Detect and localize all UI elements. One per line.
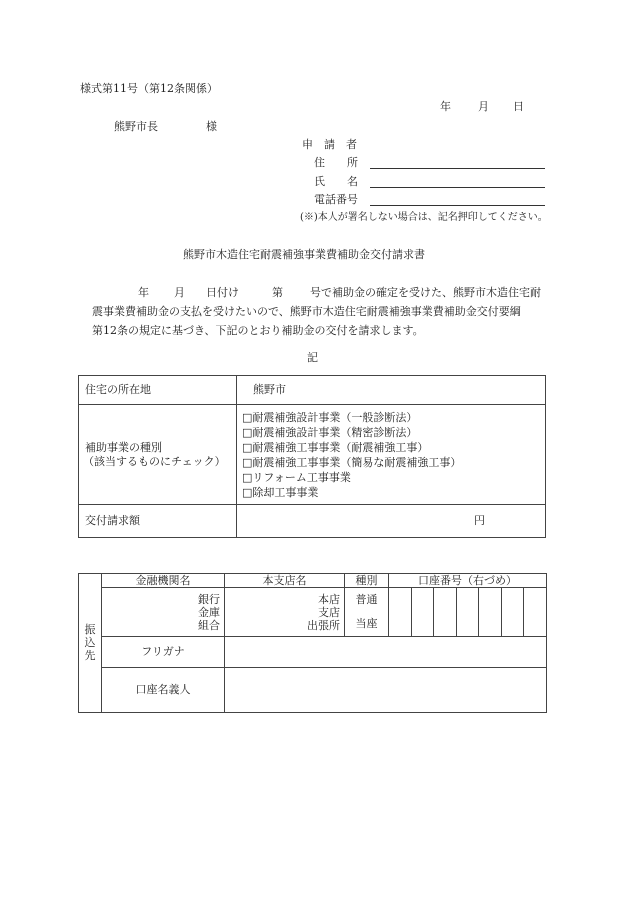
account-digit-box[interactable] [501,588,524,636]
account-type: 普通 [355,593,378,606]
account-type-cell[interactable] [345,588,389,637]
date-month-label: 月 [478,100,489,113]
request-table [78,375,546,538]
transfer-char: 込 [84,636,96,649]
option-checkbox[interactable]: □耐震補強設計事業（一般診断法） [242,410,418,424]
applicant-name-line[interactable] [370,187,545,188]
body-year: 年 [138,286,149,299]
location-label: 住宅の所在地 [79,376,237,405]
applicant-phone-label: 電話番号 [314,193,358,206]
account-digit-box[interactable] [523,588,546,636]
project-type-hint: （該当するものにチェック） [83,454,226,468]
body-line2: 震事業費補助金の支払を受けたいので、熊野市木造住宅耐震補強事業費補助金交付要綱 [92,305,521,318]
transfer-char: 先 [84,649,96,662]
addressee-honorific: 様 [206,120,217,133]
branch-type: 支店 [318,605,340,619]
transfer-side-label [79,574,102,713]
institution-type: 銀行 [198,592,220,606]
account-digit-box[interactable] [456,588,479,636]
account-digit-box[interactable] [411,588,434,636]
applicant-address-line[interactable] [370,168,545,169]
project-type-options [237,405,546,505]
institution-header: 金融機関名 [102,574,225,588]
option-checkbox[interactable]: □耐震補強工事事業（耐震補強工事） [242,440,429,454]
location-value-cell[interactable] [237,376,546,405]
ki-heading: 記 [307,351,318,364]
account-type: 当座 [355,617,378,630]
amount-cell[interactable] [237,505,546,538]
furigana-label: フリガナ [102,637,225,668]
amount-label: 交付請求額 [79,505,237,538]
applicant-phone-line[interactable] [370,205,545,206]
option-checkbox[interactable]: □耐震補強設計事業（精密診断法） [242,425,418,439]
body-month: 月 [174,286,185,299]
branch-type: 出張所 [307,618,340,632]
body-day: 日付け [206,286,239,299]
option-checkbox[interactable]: □除却工事事業 [242,485,319,499]
branch-type: 本店 [318,592,340,606]
account-number-cells[interactable] [389,588,547,637]
applicant-name-label: 氏 名 [314,175,358,188]
body-no: 第 [272,286,283,299]
branch-header: 本支店名 [225,574,345,588]
holder-label: 口座名義人 [102,668,225,713]
account-header: 口座番号（右づめ） [389,574,547,588]
option-checkbox[interactable]: □耐震補強工事事業（簡易な耐震補強工事） [242,455,462,469]
amount-unit: 円 [474,514,485,527]
branch-cell[interactable] [225,588,345,637]
holder-input[interactable] [225,668,547,713]
institution-type: 組合 [198,618,220,632]
transfer-char: 振 [84,623,96,636]
addressee: 熊野市長 [114,120,158,133]
date-day-label: 日 [513,100,524,113]
form-number: 様式第11号（第12条関係） [80,82,218,95]
date-year-label: 年 [440,100,451,113]
account-digit-box[interactable] [478,588,501,636]
bank-transfer-table [78,573,547,713]
option-checkbox[interactable]: □リフォーム工事事業 [242,470,351,484]
applicant-address-label: 住 所 [314,156,358,169]
applicant-title: 申 請 者 [302,138,357,151]
type-header: 種別 [345,574,389,588]
body-line3: 第12条の規定に基づき、下記のとおり補助金の交付を請求します。 [92,324,424,337]
project-type-label: 補助事業の種別 [85,440,162,454]
account-digit-box[interactable] [389,588,411,636]
body-line1-rest: 号で補助金の確定を受けた、熊野市木造住宅耐 [310,286,541,299]
institution-type: 金庫 [198,605,220,619]
document-title: 熊野市木造住宅耐震補強事業費補助金交付請求書 [183,248,425,261]
furigana-input[interactable] [225,637,547,668]
institution-cell[interactable] [102,588,225,637]
project-type-label-cell [79,405,237,505]
applicant-note: (※)本人が署名しない場合は、記名押印してください。 [300,212,548,223]
location-value: 熊野市 [253,383,286,396]
account-digit-box[interactable] [433,588,456,636]
